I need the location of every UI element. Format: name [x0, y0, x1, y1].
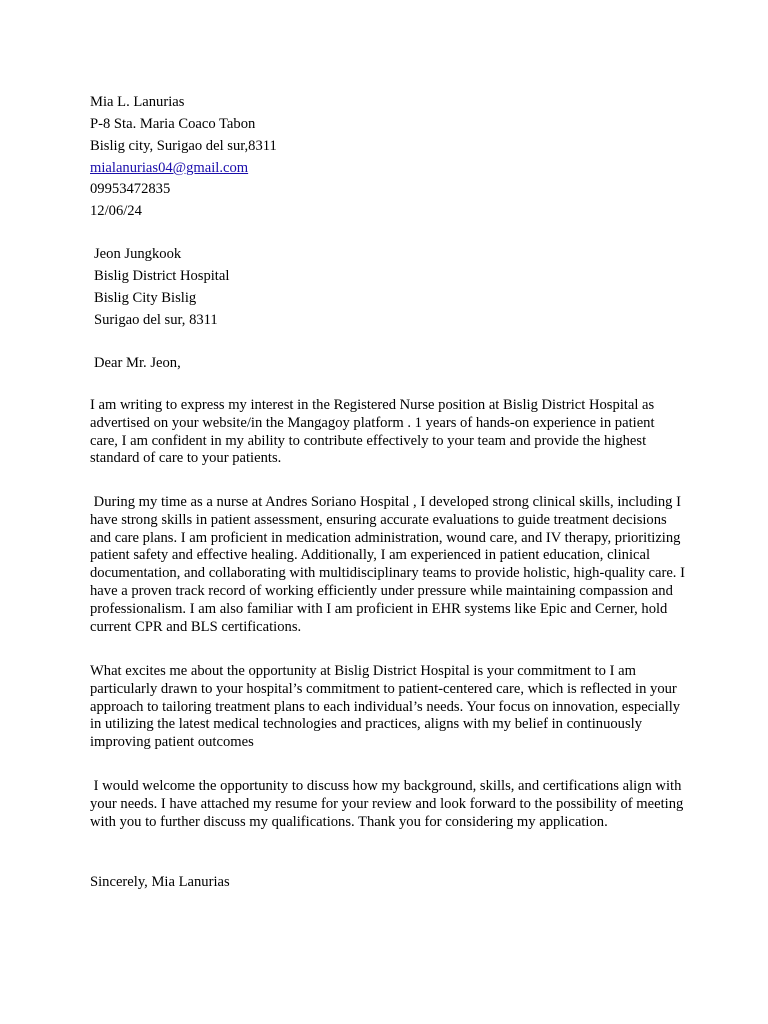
recipient-address-line1: Bislig City Bislig — [94, 290, 197, 306]
paragraph-closing: I would welcome the opportunity to discuss how my background, skills, and certifications align with your needs. I have attached my resume for your review and look forward to the possibility of meeting with you to further discuss my qualifications. Thank you for considering my application. — [90, 778, 687, 830]
sender-address-line2: Bislig city, Surigao del sur,8311 — [90, 138, 277, 154]
recipient-organization: Bislig District Hospital — [94, 268, 230, 284]
sender-name: Mia L. Lanurias — [90, 94, 185, 110]
letter-date: 12/06/24 — [90, 203, 142, 219]
recipient-name: Jeon Jungkook — [94, 246, 182, 262]
sender-phone: 09953472835 — [90, 181, 171, 197]
paragraph-motivation: What excites me about the opportunity at Bislig District Hospital is your commitment to I am particularly drawn to your hospital’s commitment to patient-centered care, which is reflected in your approach to tailoring treatment plans to each individual’s needs. Your focus on innovation, especially in utilizing the latest medical technologies and practices, aligns with my belief in continuously improving patient outcomes — [90, 663, 681, 751]
salutation: Dear Mr. Jeon, — [94, 355, 181, 371]
paragraph-intro: I am writing to express my interest in the Registered Nurse position at Bislig District Hospital as advertised on your website/in the Mangagoy platform . 1 years of hands-on experience in patient care, I am confident in my ability to contribute effectively to your team and provide the highest standard of care to your patients. — [90, 397, 655, 467]
recipient-address-line2: Surigao del sur, 8311 — [94, 312, 218, 328]
sender-address-line1: P-8 Sta. Maria Coaco Tabon — [90, 116, 256, 132]
paragraph-experience: During my time as a nurse at Andres Soriano Hospital , I developed strong clinical skills, including I have strong skills in patient assessment, ensuring accurate evaluations to guide treatment decisions and care plans. I am proficient in medication administration, wound care, and IV therapy, prioritizing patient safety and effective healing. Additionally, I am experienced in patient education, clinical documentation, and collaborating with multidisciplinary teams to provide holistic, high-quality care. I have a proven track record of working efficiently under pressure while maintaining compassion and professionalism. I am also familiar with I am proficient in EHR systems like Epic and Cerner, hold current CPR and BLS certifications. — [90, 494, 689, 635]
sender-email-link[interactable]: mialanurias04@gmail.com — [90, 160, 249, 176]
signature-closing: Sincerely, Mia Lanurias — [90, 874, 230, 890]
